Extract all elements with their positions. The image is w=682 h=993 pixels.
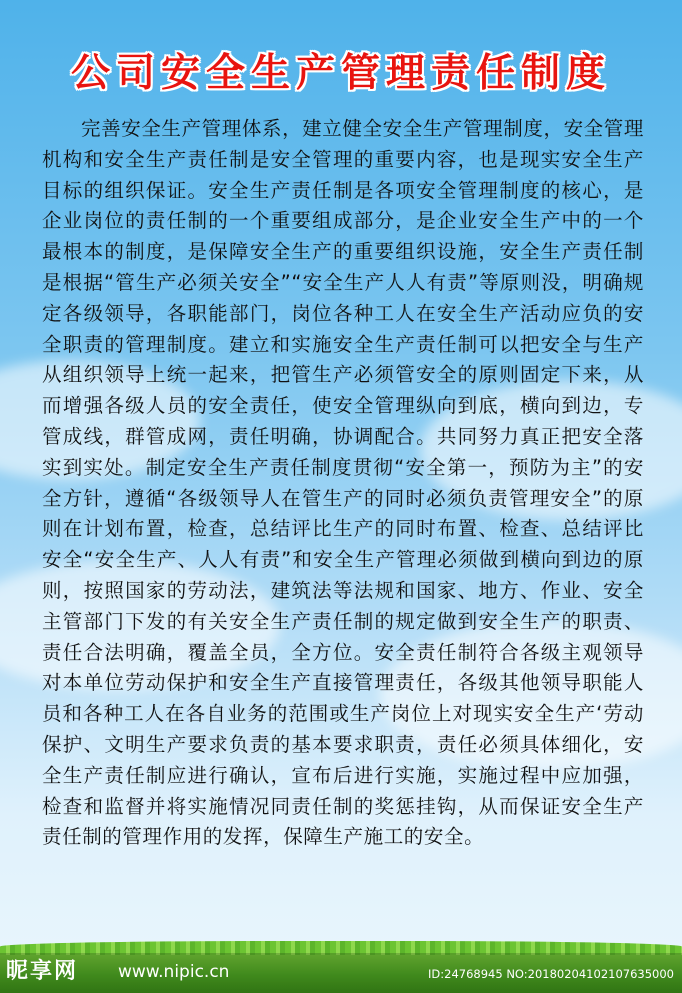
watermark-logo: 昵享网 (6, 959, 79, 984)
watermark-url: www.nipic.cn (118, 962, 230, 982)
watermark-bar (0, 953, 682, 993)
watermark-id: ID:24768945 NO:20180204102107635000 (428, 967, 674, 981)
poster-body-text: 完善安全生产管理体系，建立健全安全生产管理制度，安全管理机构和安全生产责任制是安全管理的重要内容，也是现实安全生产目标的组织保证。安全生产责任制是各项安全管理制度的核心，是企业岗位的责任制的一个重要组成部分，是企业安全生产中的一个最根本的制度，是保障安全生产的重要组织设施，安全生产责任制是根据“管生产必须关安全”“安全生产人人有责”等原则没，明确规定各级领导，各职能部门，岗位各种工人在安全生产活动应负的安全职责的管理制度。建立和实施安全生产责任制可以把安全与生产从组织领导上统一起来，把管生产必须管安全的原则固定下来，从而增强各级人员的安全责任，使安全管理纵向到底，横向到边，专管成线，群管成网，责任明确，协调配合。共同努力真正把安全落实到实处。制定安全生产责任制度贯彻“安全第一，预防为主”的安全方针，遵循“各级领导人在管生产的同时必须负责管理安全”的原则在计划布置，检查，总结评比生产的同时布置、检查、总结评比安全“安全生产、人人有责”和安全生产管理必须做到横向到边的原则，按照国家的劳动法，建筑法等法规和国家、地方、作业、安全主管部门下发的有关安全生产责任制的规定做到安全生产的职责、责任合法明确，覆盖全员，全方位。安全责任制符合各级主观领导对本单位劳动保护和安全生产直接管理责任，各级其他领导职能人员和各种工人在各自业务的范围或生产岗位上对现实安全生产‘劳动保护、文明生产要求负责的基本要求职责，责任必须具体细化，安全生产责任制应进行确认，宣布后进行实施，实施过程中应加强，检查和监督并将实施情况同责任制的奖惩挂钩，从而保证安全生产责任制的管理作用的发挥，保障生产施工的安全。 (42, 117, 644, 849)
poster-title: 公司安全生产管理责任制度 (70, 50, 611, 96)
